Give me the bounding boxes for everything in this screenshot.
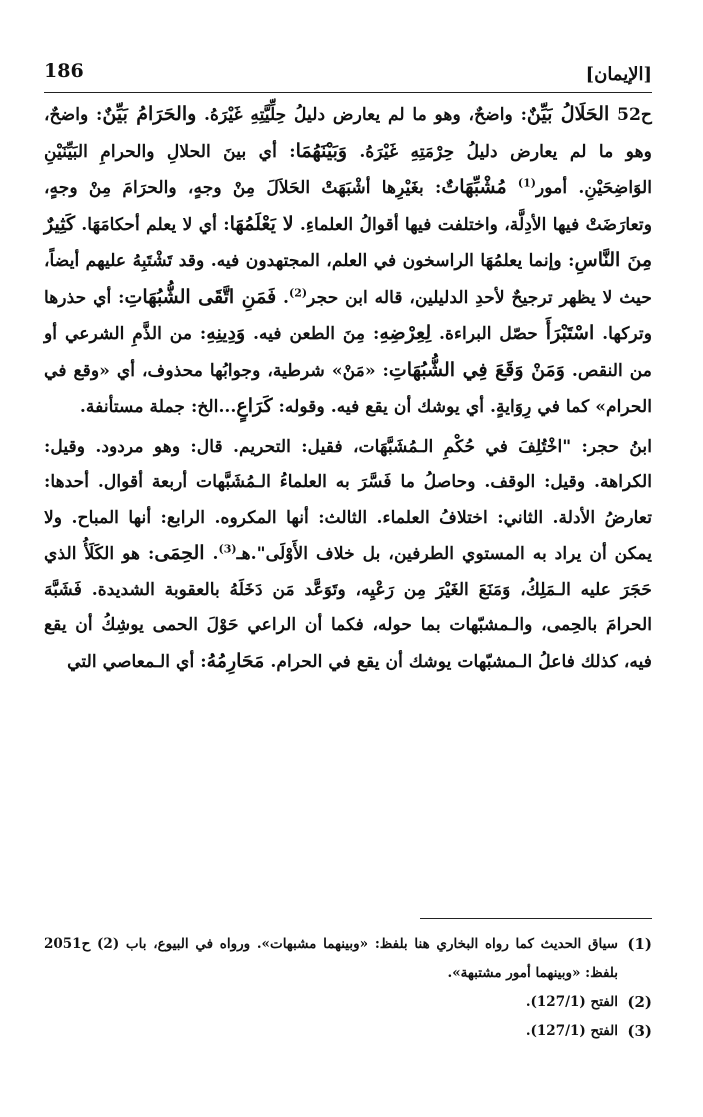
footnote-text: الفتح (127/1). <box>525 1023 618 1039</box>
footnote-item <box>44 1017 652 1046</box>
footnotes <box>44 930 652 1046</box>
footnote-number: (2) <box>627 993 652 1011</box>
hadith-keyword: كَرَاعٍ <box>236 395 273 417</box>
text-run: : واضحٌ، وهو ما لم يعارض دليلُ حِرْمَتِهِ غَيْرَهُ. <box>44 105 652 162</box>
footnote-number: (1) <box>627 935 652 953</box>
hadith-keyword: الحِمَى <box>154 542 205 564</box>
hadith-keyword: وَدِينِهِ <box>206 322 246 344</box>
hadith-keyword: مَحَارِمُهُ <box>206 649 265 672</box>
footnote-item <box>44 988 652 1017</box>
footnote-number: (3) <box>627 1022 652 1040</box>
text-run: : هو الكَلَأُ الذي حَجَرَ عليه الـمَلِكُ، وَمَنَعَ الغَيْرَ مِن رَعْيِه، وتَوَعَّد مَن دَخَلَهُ بالعقوبة الشديدة. فَشَبَّهَ الحرامَ بالحِمى، والـمشبّهات بما حوله، فكما أن الراعي حَوْلَ الحمى يوشِكُ أن يقع فيه، كذلك فاعلُ الـمشبّهات يوشك أن يقع في الحرام. <box>44 544 652 672</box>
footnote-ref[interactable]: (2) <box>289 285 308 299</box>
hadith-keyword: وَبَيْنَهُمَا <box>295 139 348 162</box>
page-header <box>44 58 652 93</box>
text-run: حصّل البراءة. <box>431 324 546 344</box>
text-run: . <box>276 287 290 308</box>
text-run: : بغَيْرِها أشْبَهَتْ الحَلاَلَ مِنْ وجهٍ، والحرَامَ مِنْ وجهٍ، وتعارَضَتْ فيها الأدِلَّة، واختلفت فيها أقوالُ العلماءِ. <box>44 178 652 235</box>
paragraph-hadith-commentary <box>44 97 652 426</box>
footnote-text: سياق الحديث كما رواه البخاري هنا بلفظ: «وبينهما مشبهات». ورواه في البيوع، باب (2) ح2051 بلفظ: «وبينهما أمور مشتبهة». <box>44 936 618 981</box>
text-run: . <box>204 544 219 564</box>
text-run: : من الذَّمِ الشرعي أو من النقص. <box>44 324 652 381</box>
text-run: : أي حذرها وتركها. <box>44 287 652 344</box>
hadith-keyword: والحَرَامُ بَيِّنٌ <box>102 103 197 125</box>
hadith-keyword: لِعِرْضِهِ <box>379 322 432 344</box>
text-run: : أي الـمعاصي التي <box>67 651 207 672</box>
text-run: : «مَنْ» شرطية، وجوابُها محذوف، أي «وقع في الحرام» كما في رِوَايةٍ. أي يوشك أن يقع فيه. وقوله: <box>44 360 652 417</box>
footnote-ref[interactable]: (1) <box>517 176 536 190</box>
paragraph-ibn-hajar <box>44 430 652 681</box>
hadith-keyword: اسْتَبْرَأَ <box>545 322 595 344</box>
footnote-divider <box>420 918 652 919</box>
hadith-keyword: كَثِيرٌ مِنَ النَّاسِ <box>44 212 652 271</box>
hadith-keyword: مُشْبِّهَاتٌ <box>441 176 507 198</box>
footnote-text: الفتح (127/1). <box>525 994 618 1010</box>
hadith-keyword: الحَلَالُ بَيِّنٌ <box>526 103 610 125</box>
main-text <box>44 97 652 680</box>
text-run: : واضحٌ، وهو ما لم يعارض دليلُ حِلِّيَّتِهِ غَيْرَهُ. <box>196 105 527 125</box>
hadith-keyword: فَمَنِ اتَّقَى الشُّبُهَاتِ <box>124 285 277 308</box>
text-run: ح52 <box>609 105 653 125</box>
text-run: : وإنما يعلمُهَا الراسخون في العلم، المجتهدون فيه. وقد تَشْتَبِهُ عليهم أيضاً، حيث لا يظهر ترجيحٌ لأحدِ الدليلين، قاله ابن حجر <box>44 251 652 308</box>
page-number: 186 <box>44 60 84 82</box>
text-run: ابنُ حجر: "اخْتُلِفَ في حُكْمِ الـمُشَبَّهَات، فقيل: التحريم. قال: وهو مردود. وقيل: الكراهة. وقيل: الوقف. وحاصلُ ما فَسَّرَ به العلماءُ الـمُشَبَّهات أربعة أقوال. أحدها: تعارضُ الأدلة. الثاني: اختلافُ العلماء. الثالث: أنها المكروه. الرابع: أنها المباح. ولا يمكن أن يراد به المستوي الطرفين، بل خلاف الأَوْلَى".هـ <box>44 436 652 564</box>
text-run: : أي بينَ الحلالِ والحرامِ البَيِّنَيْنِ الوَاضِحَيْنِ. أمور <box>44 141 652 198</box>
footnote-item <box>44 930 652 988</box>
hadith-keyword: لا يَعْلَمُهَا <box>229 212 294 235</box>
text-run: : مِنَ الطعن فيه. <box>245 324 380 344</box>
hadith-keyword: وَمَنْ وَقَعَ فِي الشُّبُهَاتِ <box>388 358 565 381</box>
text-run <box>507 178 518 198</box>
text-run: : أي لا يعلم أحكامَهَا. <box>75 214 230 235</box>
book-page <box>44 58 652 1098</box>
footnote-ref[interactable]: (3) <box>218 542 237 556</box>
text-run: ...الخ: جملة مستأنفة. <box>79 397 237 417</box>
section-title: [الإيمان] <box>585 64 652 85</box>
